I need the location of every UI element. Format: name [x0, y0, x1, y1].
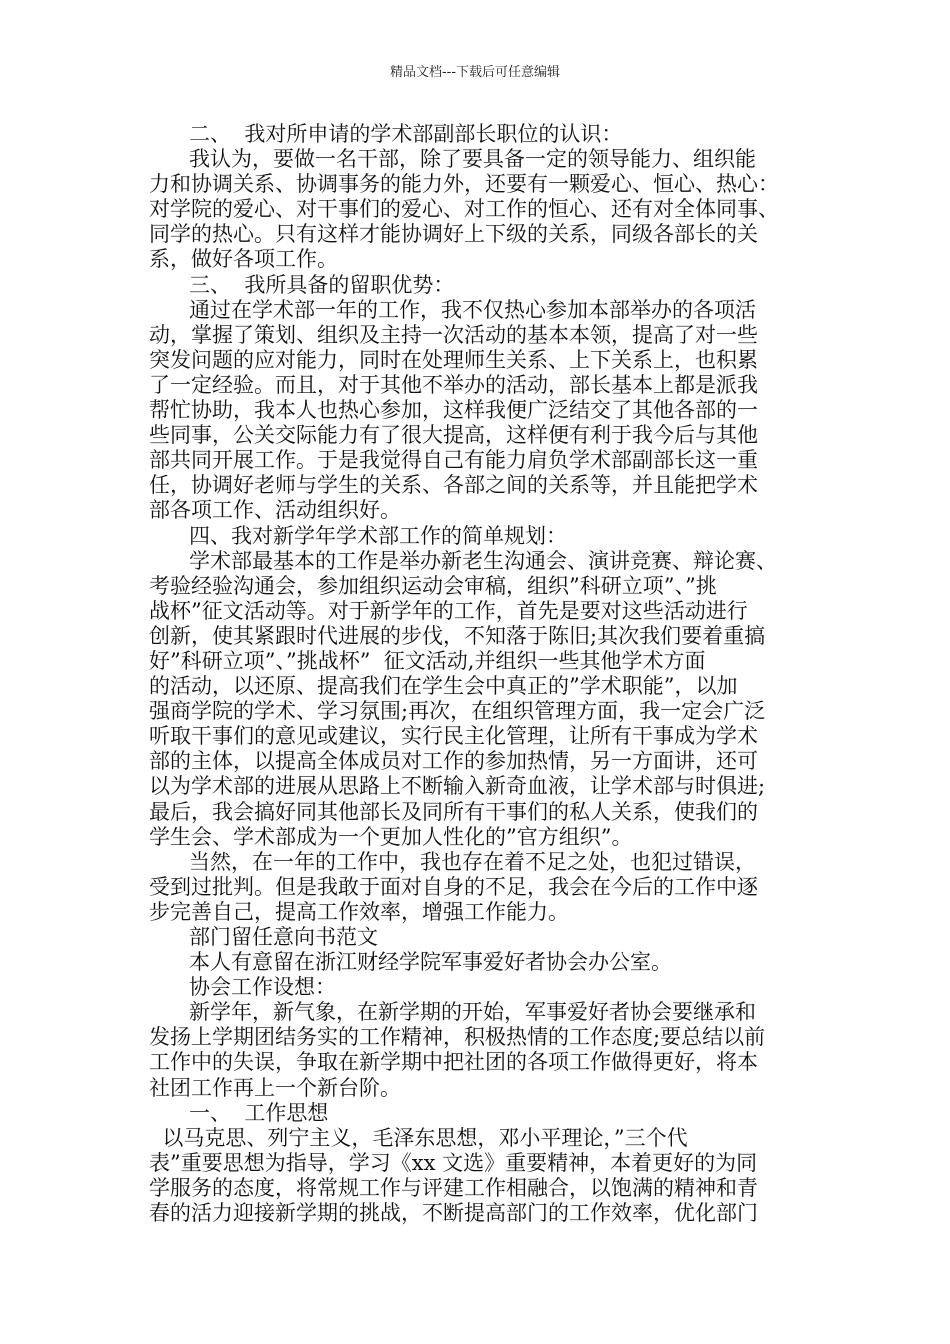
text-line: 我认为，要做一名干部，除了要具备一定的领导能力、组织能 [149, 147, 757, 172]
text-line: 部共同开展工作。于是我觉得自己有能力肩负学术部副部长这一重 [149, 448, 758, 473]
text-line: 协会工作设想： [149, 975, 337, 1000]
text-line: 以马克思、列宁主义，毛泽东思想，邓小平理论，”三个代 [149, 1125, 688, 1150]
text-line: 力和协调关系、协调事务的能力外，还要有一颗爱心、恒心、热心： [149, 172, 779, 197]
text-line: 听取干事们的意见或建议，实行民主化管理，让所有干事成为学术 [149, 724, 758, 749]
text-line: 突发问题的应对能力，同时在处理师生关系、上下关系上，也积累 [149, 347, 758, 372]
text-line: 以为学术部的进展从思路上不断输入新奇血液，让学术部与时俱进; [149, 774, 766, 799]
text-line: 对学院的爱心、对干事们的爱心、对工作的恒心、还有对全体同事、 [149, 197, 779, 222]
text-line: 强商学院的学术、学习氛围;再次，在组织管理方面，我一定会广泛 [149, 699, 766, 724]
text-line: 新学年，新气象，在新学期的开始，军事爱好者协会要继承和 [149, 1000, 757, 1025]
text-line: 部的主体，以提高全体成员对工作的参加热情，另一方面讲，还可 [149, 749, 758, 774]
page-header: 精品文档---下载后可任意编辑 [389, 65, 561, 80]
text-line: 受到过批判。但是我敢于面对自身的不足，我会在今后的工作中逐 [149, 874, 758, 899]
text-line: 动，掌握了策划、组织及主持一次活动的基本本领，提高了对一些 [149, 322, 758, 347]
text-line: 学术部最基本的工作是举办新老生沟通会、演讲竞赛、辩论赛、 [149, 548, 778, 573]
text-line: 系，做好各项工作。 [149, 247, 338, 272]
text-line: 部各项工作、活动组织好。 [149, 498, 401, 523]
text-line: 工作中的失误，争取在新学期中把社团的各项工作做得更好，将本 [149, 1050, 758, 1075]
text-line: 学服务的态度，将常规工作与评建工作相融合，以饱满的精神和青 [149, 1175, 758, 1200]
text-line: 社团工作再上一个新台阶。 [149, 1075, 401, 1100]
text-line: 任，协调好老师与学生的关系、各部之间的关系等，并且能把学术 [149, 473, 758, 498]
text-line: 三、 我所具备的留职优势： [149, 272, 455, 297]
text-line: 当然，在一年的工作中，我也存在着不足之处，也犯过错误， [149, 849, 757, 874]
text-line: 好”科研立项”、”挑战杯” 征文活动,并组织一些其他学术方面 [149, 648, 706, 673]
text-line: 的活动，以还原、提高我们在学生会中真正的”学术职能”，以加 [149, 674, 738, 699]
text-line: 战杯”征文活动等。对于新学年的工作，首先是要对这些活动进行 [149, 598, 748, 623]
text-line: 发扬上学期团结务实的工作精神，积极热情的工作态度;要总结以前 [149, 1025, 766, 1050]
text-line: 同学的热心。只有这样才能协调好上下级的关系，同级各部长的关 [149, 222, 758, 247]
text-line: 学生会、学术部成为一个更加人性化的”官方组织”。 [149, 824, 633, 849]
text-line: 帮忙协助，我本人也热心参加，这样我便广泛结交了其他各部的一 [149, 398, 758, 423]
text-line: 了一定经验。而且，对于其他不举办的活动，部长基本上都是派我 [149, 372, 758, 397]
text-line: 表”重要思想为指导，学习《xx 文选》重要精神，本着更好的为同 [149, 1150, 758, 1175]
text-line: 本人有意留在浙江财经学院军事爱好者协会办公室。 [149, 950, 673, 975]
text-line: 四、我对新学年学术部工作的简单规划： [149, 523, 568, 548]
text-line: 考验经验沟通会，参加组织运动会审稿，组织”科研立项”、”挑 [149, 573, 717, 598]
text-line: 二、 我对所申请的学术部副部长职位的认识： [149, 122, 623, 146]
document-body [149, 122, 809, 1226]
text-line: 最后，我会搞好同其他部长及同所有干事们的私人关系，使我们的 [149, 799, 758, 824]
text-line: 一、 工作思想 [149, 1100, 329, 1125]
text-line: 部门留任意向书范文 [149, 925, 379, 949]
text-line: 创新，使其紧跟时代进展的步伐，不知落于陈旧;其次我们要着重搞 [149, 623, 766, 648]
text-line: 通过在学术部一年的工作，我不仅热心参加本部举办的各项活 [149, 297, 757, 322]
text-line: 步完善自己，提高工作效率，增强工作能力。 [149, 899, 569, 924]
text-line: 些同事，公关交际能力有了很大提高，这样便有利于我今后与其他 [149, 423, 758, 448]
text-line: 春的活力迎接新学期的挑战，不断提高部门的工作效率，优化部门 [149, 1201, 758, 1226]
